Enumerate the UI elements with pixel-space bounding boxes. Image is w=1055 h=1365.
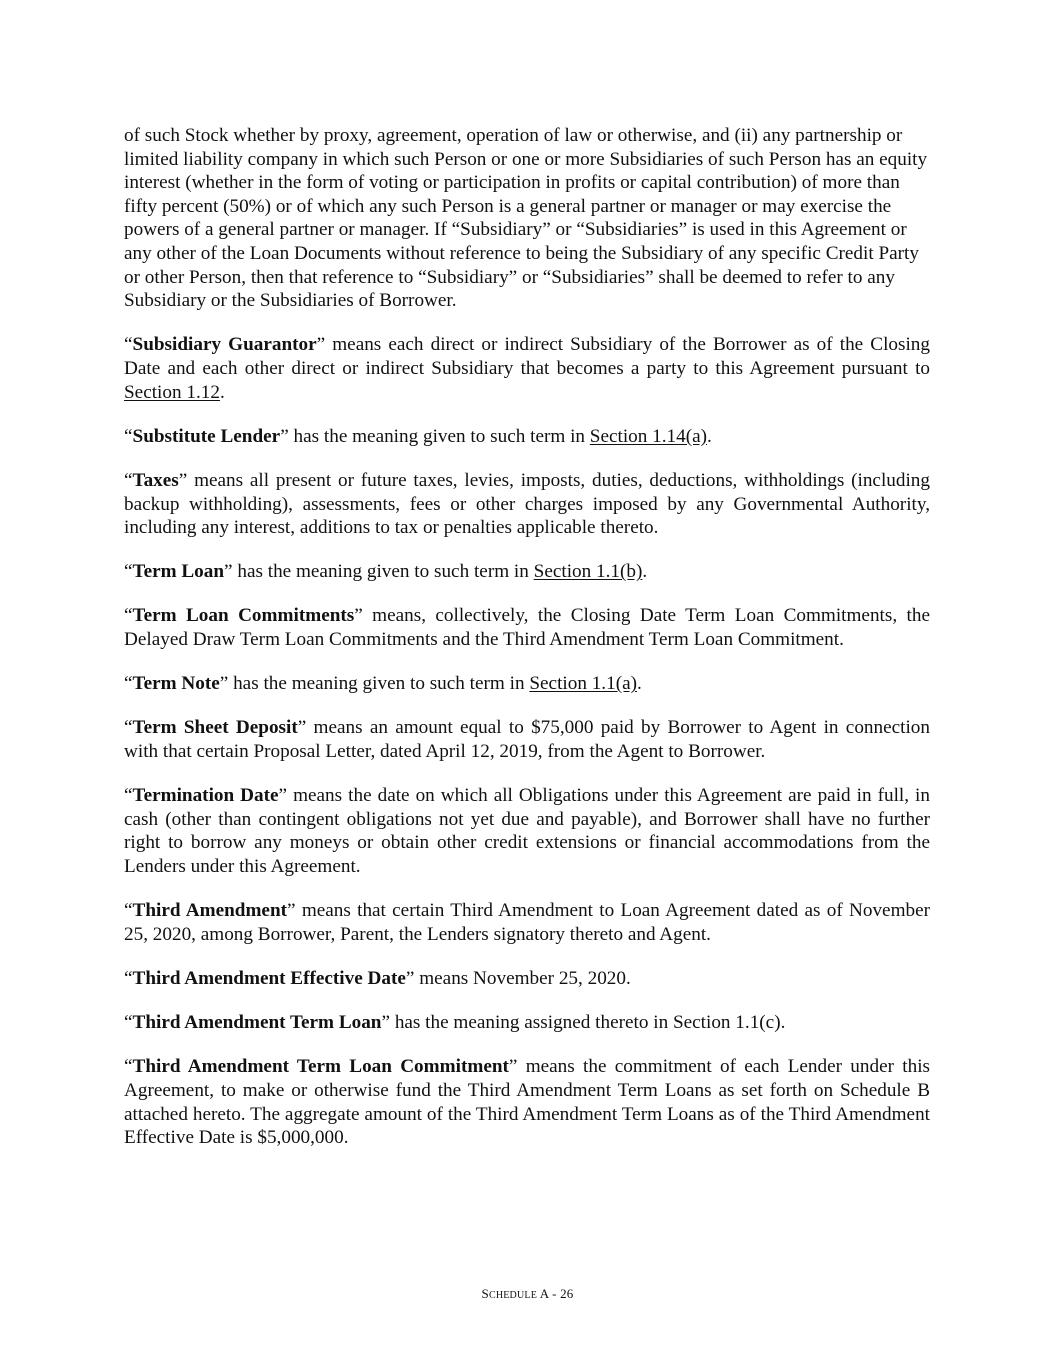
definition-paragraph: “Term Note” has the meaning given to such term in Section 1.1(a).: [124, 673, 642, 695]
intro-paragraph: of such Stock whether by proxy, agreement, operation of law or otherwise, and (ii) any partnership or limited liability company in which such Person or one or more Subsidiaries of such Person has an equity interest (whether in the form of voting or participation in profits or capital contribution) of more than fifty percent (50%) or of which any such Person is a general partner or manager or may exercise the powers of a general partner or manager. If “Subsidiary” or “Subsidiaries” is used in this Agreement or any other of the Loan Documents without reference to being the Subsidiary of any specific Credit Party or other Person, then that reference to “Subsidiary” or “Subsidiaries” shall be deemed to refer to any Subsidiary or the Subsidiaries of Borrower.: [124, 125, 928, 312]
definition-paragraph: “Third Amendment Term Loan Commitment” means the commitment of each Lender under this Agreement, to make or otherwise fund the Third Amendment Term Loans as set forth on Schedule B attached hereto. The aggregate amount of the Third Amendment Term Loans as of the Third Amendment Effective Date is $5,000,000.: [124, 1056, 930, 1149]
page-number-label: SCHEDULE A - 26: [481, 1286, 574, 1301]
definition-text: means the commitment of each Lender under this Agreement, to make or otherwise fund the Third Amendment Term Loans as set forth on Schedule B attached hereto. The aggregate amount of the Third Amendment Term Loans as of the Third Amendment Effective Date is $5,000,000.: [124, 1056, 930, 1149]
definition-text: has the meaning assigned thereto in Section 1.1(c).: [390, 1012, 786, 1034]
definition-text: has the meaning given to such term in: [228, 673, 530, 695]
definition-text: means each direct or indirect Subsidiary of the Borrower as of the Closing Date and each other direct or indirect Subsidiary that becomes a party to this Agreement pursuant to: [124, 334, 930, 379]
defined-term: Third Amendment Effective Date: [132, 967, 406, 989]
definition-paragraph: “Third Amendment Effective Date” means November 25, 2020.: [124, 967, 631, 989]
defined-term: Term Sheet Deposit: [132, 717, 298, 739]
defined-term: Substitute Lender: [132, 425, 281, 447]
definition-text: means that certain Third Amendment to Loan Agreement dated as of November 25, 2020, among Borrower, Parent, the Lenders signatory thereto and Agent.: [124, 900, 930, 945]
defined-term: Third Amendment: [132, 900, 287, 922]
definition-text: has the meaning given to such term in: [288, 425, 590, 447]
section-reference: Section 1.12: [124, 381, 220, 403]
definition-paragraph: “Subsidiary Guarantor” means each direct or indirect Subsidiary of the Borrower as of the Closing Date and each other direct or indirect Subsidiary that becomes a party to this Agreement pursuant to Section 1.12.: [124, 334, 930, 403]
defined-term: Third Amendment Term Loan Commitment: [132, 1056, 509, 1078]
defined-term: Termination Date: [132, 785, 279, 807]
definition-text: means November 25, 2020.: [414, 967, 631, 989]
definition-paragraph: “Taxes” means all present or future taxes, levies, imposts, duties, deductions, withholdings (including backup withholding), assessments, fees or other charges imposed by any Governmental Authority, including any interest, additions to tax or penalties applicable thereto.: [124, 469, 930, 539]
definition-text: means the date on which all Obligations under this Agreement are paid in full, in cash (other than contingent obligations not yet due and payable), and Borrower shall have no further right to borrow any moneys or obtain other credit extensions or financial accommodations from the Lenders under this Agreement.: [124, 785, 930, 877]
definition-text: means an amount equal to $75,000 paid by Borrower to Agent in connection with that certain Proposal Letter, dated April 12, 2019, from the Agent to Borrower.: [124, 717, 930, 763]
document-body: [124, 124, 930, 1170]
definition-paragraph: “Third Amendment” means that certain Third Amendment to Loan Agreement dated as of November 25, 2020, among Borrower, Parent, the Lenders signatory thereto and Agent.: [124, 900, 930, 945]
page-footer: [0, 1286, 1055, 1302]
defined-term: Third Amendment Term Loan: [132, 1012, 382, 1034]
definition-paragraph: “Third Amendment Term Loan” has the meaning assigned thereto in Section 1.1(c).: [124, 1012, 786, 1034]
section-reference: Section 1.1(a): [529, 673, 637, 695]
defined-term: Subsidiary Guarantor: [132, 334, 317, 356]
defined-term: Term Note: [132, 673, 220, 695]
definition-paragraph: “Substitute Lender” has the meaning given to such term in Section 1.14(a).: [124, 425, 712, 447]
defined-term: Term Loan Commitments: [132, 605, 355, 627]
definition-text: means, collectively, the Closing Date Term Loan Commitments, the Delayed Draw Term Loan Commitments and the Third Amendment Term Loan Commitment.: [124, 605, 930, 651]
section-reference: Section 1.1(b): [533, 561, 643, 583]
defined-term: Taxes: [132, 469, 179, 491]
definition-text: has the meaning given to such term in: [232, 561, 534, 583]
section-reference: Section 1.14(a): [589, 425, 708, 447]
definition-paragraph: “Term Sheet Deposit” means an amount equal to $75,000 paid by Borrower to Agent in connection with that certain Proposal Letter, dated April 12, 2019, from the Agent to Borrower.: [124, 717, 930, 763]
defined-term: Term Loan: [132, 561, 225, 583]
definition-paragraph: “Term Loan” has the meaning given to such term in Section 1.1(b).: [124, 561, 648, 583]
definition-paragraph: “Term Loan Commitments” means, collectively, the Closing Date Term Loan Commitments, the Delayed Draw Term Loan Commitments and the Third Amendment Term Loan Commitment.: [124, 605, 930, 651]
definition-paragraph: “Termination Date” means the date on which all Obligations under this Agreement are paid in full, in cash (other than contingent obligations not yet due and payable), and Borrower shall have no further right to borrow any moneys or obtain other credit extensions or financial accommodations from the Lenders under this Agreement.: [124, 785, 930, 877]
definition-text: means all present or future taxes, levies, imposts, duties, deductions, withholdings (including backup withholding), assessments, fees or other charges imposed by any Governmental Authority, including any interest, additions to tax or penalties applicable thereto.: [124, 469, 930, 539]
